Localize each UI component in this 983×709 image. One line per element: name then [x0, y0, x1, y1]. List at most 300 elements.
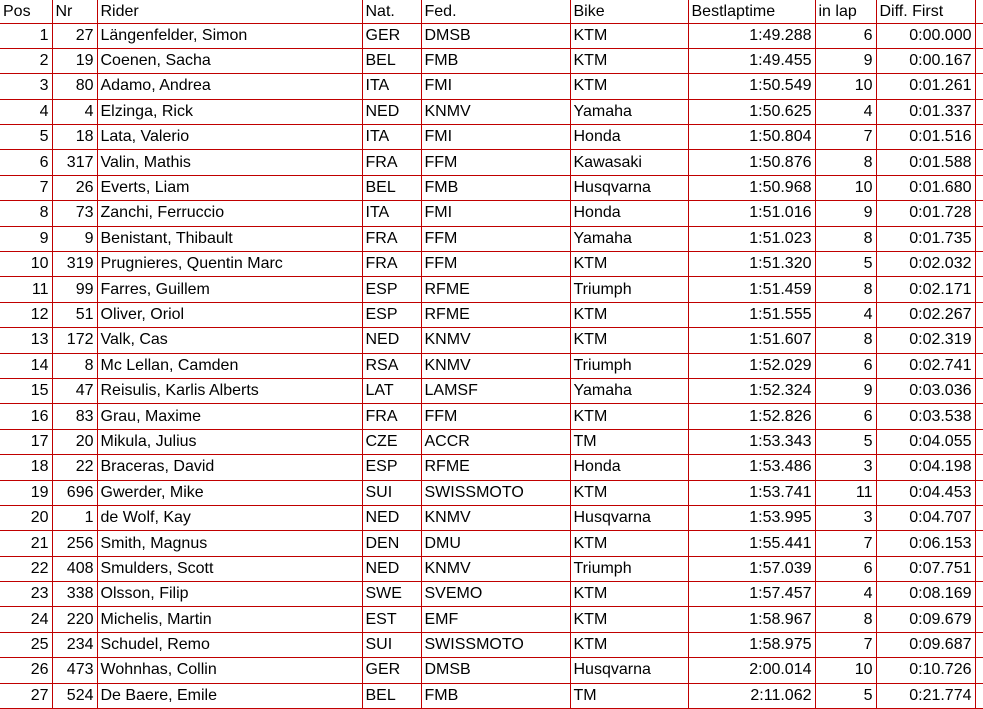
cell-diff-first: 0:02.741 [876, 353, 975, 378]
cell-diff-first: 0:00.000 [876, 23, 975, 48]
table-row [0, 607, 983, 632]
cell-nat: EST [362, 607, 421, 632]
cell-extra [975, 201, 983, 226]
cell-pos: 9 [0, 226, 52, 251]
cell-extra [975, 455, 983, 480]
cell-diff-first: 0:01.337 [876, 99, 975, 124]
cell-nat: DEN [362, 531, 421, 556]
cell-diff-first: 0:09.687 [876, 632, 975, 657]
cell-nat: NED [362, 328, 421, 353]
cell-bike: KTM [570, 480, 688, 505]
table-row [0, 353, 983, 378]
cell-diff-first: 0:08.169 [876, 582, 975, 607]
cell-bike: TM [570, 429, 688, 454]
cell-pos: 17 [0, 429, 52, 454]
cell-extra [975, 175, 983, 200]
cell-bestlaptime: 1:52.826 [688, 404, 815, 429]
table-row [0, 99, 983, 124]
cell-pos: 4 [0, 99, 52, 124]
cell-rider: Reisulis, Karlis Alberts [97, 378, 362, 403]
table-row [0, 74, 983, 99]
cell-rider: Everts, Liam [97, 175, 362, 200]
header-in-lap[interactable]: in lap [815, 0, 876, 23]
table-row [0, 328, 983, 353]
cell-pos: 14 [0, 353, 52, 378]
cell-nat: CZE [362, 429, 421, 454]
cell-rider: Farres, Guillem [97, 277, 362, 302]
table-row [0, 23, 983, 48]
cell-diff-first: 0:01.261 [876, 74, 975, 99]
cell-diff-first: 0:00.167 [876, 48, 975, 73]
cell-diff-first: 0:21.774 [876, 683, 975, 708]
cell-pos: 26 [0, 658, 52, 683]
cell-diff-first: 0:03.538 [876, 404, 975, 429]
cell-rider: Zanchi, Ferruccio [97, 201, 362, 226]
cell-fed: KNMV [421, 505, 570, 530]
cell-in-lap: 8 [815, 277, 876, 302]
cell-bike: KTM [570, 48, 688, 73]
cell-bike: KTM [570, 607, 688, 632]
cell-bestlaptime: 1:50.625 [688, 99, 815, 124]
cell-pos: 15 [0, 378, 52, 403]
cell-pos: 2 [0, 48, 52, 73]
cell-bestlaptime: 1:49.288 [688, 23, 815, 48]
table-row [0, 505, 983, 530]
cell-fed: RFME [421, 302, 570, 327]
cell-fed: KNMV [421, 328, 570, 353]
cell-nr: 256 [52, 531, 97, 556]
cell-nat: FRA [362, 252, 421, 277]
cell-pos: 22 [0, 556, 52, 581]
cell-extra [975, 277, 983, 302]
cell-nat: ESP [362, 455, 421, 480]
cell-rider: Oliver, Oriol [97, 302, 362, 327]
cell-diff-first: 0:02.267 [876, 302, 975, 327]
cell-fed: EMF [421, 607, 570, 632]
cell-nat: GER [362, 658, 421, 683]
cell-bike: KTM [570, 582, 688, 607]
cell-extra [975, 74, 983, 99]
cell-nat: FRA [362, 404, 421, 429]
header-rider[interactable]: Rider [97, 0, 362, 23]
cell-nr: 408 [52, 556, 97, 581]
cell-rider: Schudel, Remo [97, 632, 362, 657]
cell-in-lap: 9 [815, 201, 876, 226]
cell-bike: Husqvarna [570, 175, 688, 200]
cell-rider: Lata, Valerio [97, 125, 362, 150]
cell-pos: 6 [0, 150, 52, 175]
cell-fed: SWISSMOTO [421, 632, 570, 657]
cell-in-lap: 4 [815, 302, 876, 327]
cell-nat: SUI [362, 632, 421, 657]
cell-nat: ESP [362, 277, 421, 302]
cell-nat: FRA [362, 150, 421, 175]
cell-nr: 1 [52, 505, 97, 530]
cell-in-lap: 3 [815, 455, 876, 480]
cell-in-lap: 8 [815, 150, 876, 175]
table-row [0, 201, 983, 226]
cell-in-lap: 6 [815, 23, 876, 48]
cell-rider: Mikula, Julius [97, 429, 362, 454]
cell-extra [975, 328, 983, 353]
cell-pos: 25 [0, 632, 52, 657]
cell-nr: 319 [52, 252, 97, 277]
cell-nr: 9 [52, 226, 97, 251]
cell-fed: KNMV [421, 99, 570, 124]
cell-extra [975, 404, 983, 429]
cell-diff-first: 0:02.032 [876, 252, 975, 277]
cell-extra [975, 48, 983, 73]
cell-bestlaptime: 1:53.741 [688, 480, 815, 505]
table-row [0, 252, 983, 277]
table-row [0, 302, 983, 327]
cell-bestlaptime: 1:58.975 [688, 632, 815, 657]
cell-pos: 27 [0, 683, 52, 708]
table-row [0, 480, 983, 505]
cell-nat: LAT [362, 378, 421, 403]
table-row [0, 658, 983, 683]
cell-diff-first: 0:07.751 [876, 556, 975, 581]
cell-diff-first: 0:04.055 [876, 429, 975, 454]
cell-nat: SUI [362, 480, 421, 505]
cell-rider: Wohnhas, Collin [97, 658, 362, 683]
cell-bestlaptime: 2:00.014 [688, 658, 815, 683]
cell-fed: FMI [421, 201, 570, 226]
cell-rider: Grau, Maxime [97, 404, 362, 429]
cell-bestlaptime: 1:50.968 [688, 175, 815, 200]
cell-pos: 5 [0, 125, 52, 150]
table-row [0, 582, 983, 607]
cell-in-lap: 7 [815, 125, 876, 150]
cell-nr: 19 [52, 48, 97, 73]
cell-extra [975, 505, 983, 530]
cell-extra [975, 531, 983, 556]
table-row [0, 175, 983, 200]
cell-extra [975, 302, 983, 327]
cell-nr: 80 [52, 74, 97, 99]
cell-in-lap: 3 [815, 505, 876, 530]
cell-extra [975, 23, 983, 48]
cell-fed: DMSB [421, 658, 570, 683]
cell-nat: SWE [362, 582, 421, 607]
cell-nr: 317 [52, 150, 97, 175]
cell-rider: Elzinga, Rick [97, 99, 362, 124]
cell-nat: ITA [362, 74, 421, 99]
cell-in-lap: 8 [815, 328, 876, 353]
cell-nr: 99 [52, 277, 97, 302]
cell-rider: Braceras, David [97, 455, 362, 480]
cell-bike: Triumph [570, 353, 688, 378]
cell-rider: Michelis, Martin [97, 607, 362, 632]
cell-nr: 73 [52, 201, 97, 226]
header-bike[interactable]: Bike [570, 0, 688, 23]
table-row [0, 556, 983, 581]
cell-fed: SVEMO [421, 582, 570, 607]
cell-bestlaptime: 1:55.441 [688, 531, 815, 556]
cell-bestlaptime: 1:51.607 [688, 328, 815, 353]
cell-fed: FFM [421, 226, 570, 251]
cell-bike: Honda [570, 125, 688, 150]
cell-rider: Olsson, Filip [97, 582, 362, 607]
cell-pos: 13 [0, 328, 52, 353]
cell-bike: TM [570, 683, 688, 708]
cell-fed: LAMSF [421, 378, 570, 403]
cell-extra [975, 607, 983, 632]
cell-bestlaptime: 1:51.555 [688, 302, 815, 327]
cell-nr: 524 [52, 683, 97, 708]
cell-pos: 12 [0, 302, 52, 327]
cell-bestlaptime: 1:50.549 [688, 74, 815, 99]
cell-diff-first: 0:04.707 [876, 505, 975, 530]
cell-nat: ESP [362, 302, 421, 327]
cell-fed: DMSB [421, 23, 570, 48]
cell-bestlaptime: 1:51.320 [688, 252, 815, 277]
cell-in-lap: 11 [815, 480, 876, 505]
cell-bestlaptime: 1:49.455 [688, 48, 815, 73]
cell-fed: KNMV [421, 353, 570, 378]
cell-diff-first: 0:10.726 [876, 658, 975, 683]
cell-extra [975, 480, 983, 505]
cell-pos: 1 [0, 23, 52, 48]
cell-nr: 696 [52, 480, 97, 505]
cell-nat: NED [362, 556, 421, 581]
header-bestlaptime[interactable]: Bestlaptime [688, 0, 815, 23]
cell-bestlaptime: 1:57.039 [688, 556, 815, 581]
cell-bestlaptime: 1:51.023 [688, 226, 815, 251]
cell-diff-first: 0:04.198 [876, 455, 975, 480]
cell-fed: FMI [421, 74, 570, 99]
cell-extra [975, 683, 983, 708]
cell-diff-first: 0:02.319 [876, 328, 975, 353]
cell-bike: KTM [570, 328, 688, 353]
cell-in-lap: 5 [815, 683, 876, 708]
cell-in-lap: 5 [815, 429, 876, 454]
cell-bike: Husqvarna [570, 658, 688, 683]
cell-nr: 8 [52, 353, 97, 378]
header-diff-first[interactable]: Diff. First [876, 0, 975, 23]
cell-nr: 20 [52, 429, 97, 454]
header-row [0, 0, 983, 23]
cell-rider: Mc Lellan, Camden [97, 353, 362, 378]
table-row [0, 632, 983, 657]
cell-in-lap: 5 [815, 252, 876, 277]
cell-pos: 18 [0, 455, 52, 480]
cell-pos: 8 [0, 201, 52, 226]
cell-fed: FMB [421, 48, 570, 73]
cell-bike: Kawasaki [570, 150, 688, 175]
cell-nat: NED [362, 99, 421, 124]
cell-bike: Triumph [570, 556, 688, 581]
cell-pos: 11 [0, 277, 52, 302]
cell-in-lap: 6 [815, 404, 876, 429]
cell-rider: Valin, Mathis [97, 150, 362, 175]
cell-bike: KTM [570, 23, 688, 48]
cell-in-lap: 7 [815, 531, 876, 556]
cell-extra [975, 150, 983, 175]
cell-rider: Längenfelder, Simon [97, 23, 362, 48]
cell-rider: Prugnieres, Quentin Marc [97, 252, 362, 277]
cell-in-lap: 7 [815, 632, 876, 657]
cell-fed: FMI [421, 125, 570, 150]
cell-rider: de Wolf, Kay [97, 505, 362, 530]
cell-fed: DMU [421, 531, 570, 556]
table-row [0, 150, 983, 175]
cell-bestlaptime: 1:57.457 [688, 582, 815, 607]
cell-diff-first: 0:09.679 [876, 607, 975, 632]
cell-bike: Yamaha [570, 378, 688, 403]
cell-extra [975, 582, 983, 607]
cell-extra [975, 353, 983, 378]
table-row [0, 125, 983, 150]
cell-bestlaptime: 1:52.029 [688, 353, 815, 378]
cell-bike: Husqvarna [570, 505, 688, 530]
table-row [0, 429, 983, 454]
cell-rider: Coenen, Sacha [97, 48, 362, 73]
header-nr[interactable]: Nr [52, 0, 97, 23]
table-row [0, 378, 983, 403]
table-row [0, 531, 983, 556]
header-extra [975, 0, 983, 23]
cell-extra [975, 99, 983, 124]
cell-fed: FMB [421, 175, 570, 200]
cell-nr: 172 [52, 328, 97, 353]
table-row [0, 455, 983, 480]
cell-bestlaptime: 1:58.967 [688, 607, 815, 632]
cell-bike: Honda [570, 201, 688, 226]
cell-extra [975, 252, 983, 277]
cell-bike: Honda [570, 455, 688, 480]
header-fed[interactable]: Fed. [421, 0, 570, 23]
cell-in-lap: 9 [815, 378, 876, 403]
cell-nr: 26 [52, 175, 97, 200]
table-header [0, 0, 983, 23]
cell-nr: 22 [52, 455, 97, 480]
cell-extra [975, 226, 983, 251]
cell-bestlaptime: 1:50.804 [688, 125, 815, 150]
cell-pos: 21 [0, 531, 52, 556]
cell-bike: KTM [570, 632, 688, 657]
cell-diff-first: 0:03.036 [876, 378, 975, 403]
cell-pos: 20 [0, 505, 52, 530]
cell-fed: FFM [421, 150, 570, 175]
cell-rider: Smith, Magnus [97, 531, 362, 556]
cell-rider: Benistant, Thibault [97, 226, 362, 251]
cell-in-lap: 4 [815, 582, 876, 607]
table-row [0, 48, 983, 73]
header-pos[interactable]: Pos [0, 0, 52, 23]
cell-pos: 24 [0, 607, 52, 632]
cell-nat: ITA [362, 125, 421, 150]
cell-nr: 473 [52, 658, 97, 683]
cell-extra [975, 658, 983, 683]
cell-bestlaptime: 1:53.343 [688, 429, 815, 454]
cell-diff-first: 0:04.453 [876, 480, 975, 505]
cell-pos: 16 [0, 404, 52, 429]
cell-nr: 47 [52, 378, 97, 403]
cell-bestlaptime: 1:51.459 [688, 277, 815, 302]
cell-in-lap: 4 [815, 99, 876, 124]
cell-diff-first: 0:01.735 [876, 226, 975, 251]
cell-extra [975, 632, 983, 657]
cell-diff-first: 0:01.516 [876, 125, 975, 150]
cell-in-lap: 8 [815, 607, 876, 632]
cell-nr: 18 [52, 125, 97, 150]
cell-bike: Triumph [570, 277, 688, 302]
cell-bestlaptime: 1:50.876 [688, 150, 815, 175]
cell-extra [975, 378, 983, 403]
cell-rider: Adamo, Andrea [97, 74, 362, 99]
cell-nat: RSA [362, 353, 421, 378]
table-row [0, 226, 983, 251]
cell-pos: 7 [0, 175, 52, 200]
cell-diff-first: 0:01.680 [876, 175, 975, 200]
cell-bike: KTM [570, 302, 688, 327]
cell-fed: FMB [421, 683, 570, 708]
cell-rider: Gwerder, Mike [97, 480, 362, 505]
cell-in-lap: 10 [815, 175, 876, 200]
cell-bike: Yamaha [570, 99, 688, 124]
cell-nat: BEL [362, 175, 421, 200]
cell-pos: 10 [0, 252, 52, 277]
cell-diff-first: 0:02.171 [876, 277, 975, 302]
cell-rider: Valk, Cas [97, 328, 362, 353]
cell-bestlaptime: 2:11.062 [688, 683, 815, 708]
cell-fed: ACCR [421, 429, 570, 454]
cell-fed: RFME [421, 455, 570, 480]
cell-bestlaptime: 1:53.995 [688, 505, 815, 530]
cell-pos: 19 [0, 480, 52, 505]
cell-extra [975, 429, 983, 454]
cell-diff-first: 0:01.588 [876, 150, 975, 175]
cell-diff-first: 0:06.153 [876, 531, 975, 556]
cell-fed: FFM [421, 404, 570, 429]
cell-nr: 234 [52, 632, 97, 657]
cell-diff-first: 0:01.728 [876, 201, 975, 226]
cell-in-lap: 6 [815, 556, 876, 581]
cell-nat: ITA [362, 201, 421, 226]
cell-nr: 83 [52, 404, 97, 429]
cell-fed: RFME [421, 277, 570, 302]
cell-bike: KTM [570, 74, 688, 99]
cell-nr: 51 [52, 302, 97, 327]
cell-extra [975, 556, 983, 581]
header-nat[interactable]: Nat. [362, 0, 421, 23]
table-row [0, 404, 983, 429]
cell-nat: GER [362, 23, 421, 48]
table-row [0, 277, 983, 302]
cell-in-lap: 9 [815, 48, 876, 73]
cell-extra [975, 125, 983, 150]
cell-nat: NED [362, 505, 421, 530]
cell-fed: FFM [421, 252, 570, 277]
cell-fed: KNMV [421, 556, 570, 581]
cell-in-lap: 8 [815, 226, 876, 251]
cell-pos: 23 [0, 582, 52, 607]
cell-nr: 220 [52, 607, 97, 632]
cell-nat: BEL [362, 48, 421, 73]
cell-pos: 3 [0, 74, 52, 99]
cell-bestlaptime: 1:52.324 [688, 378, 815, 403]
cell-bike: KTM [570, 404, 688, 429]
table-row [0, 683, 983, 708]
table-body [0, 23, 983, 709]
cell-bestlaptime: 1:51.016 [688, 201, 815, 226]
cell-nr: 27 [52, 23, 97, 48]
cell-bike: KTM [570, 252, 688, 277]
cell-in-lap: 6 [815, 353, 876, 378]
cell-fed: SWISSMOTO [421, 480, 570, 505]
cell-nat: FRA [362, 226, 421, 251]
